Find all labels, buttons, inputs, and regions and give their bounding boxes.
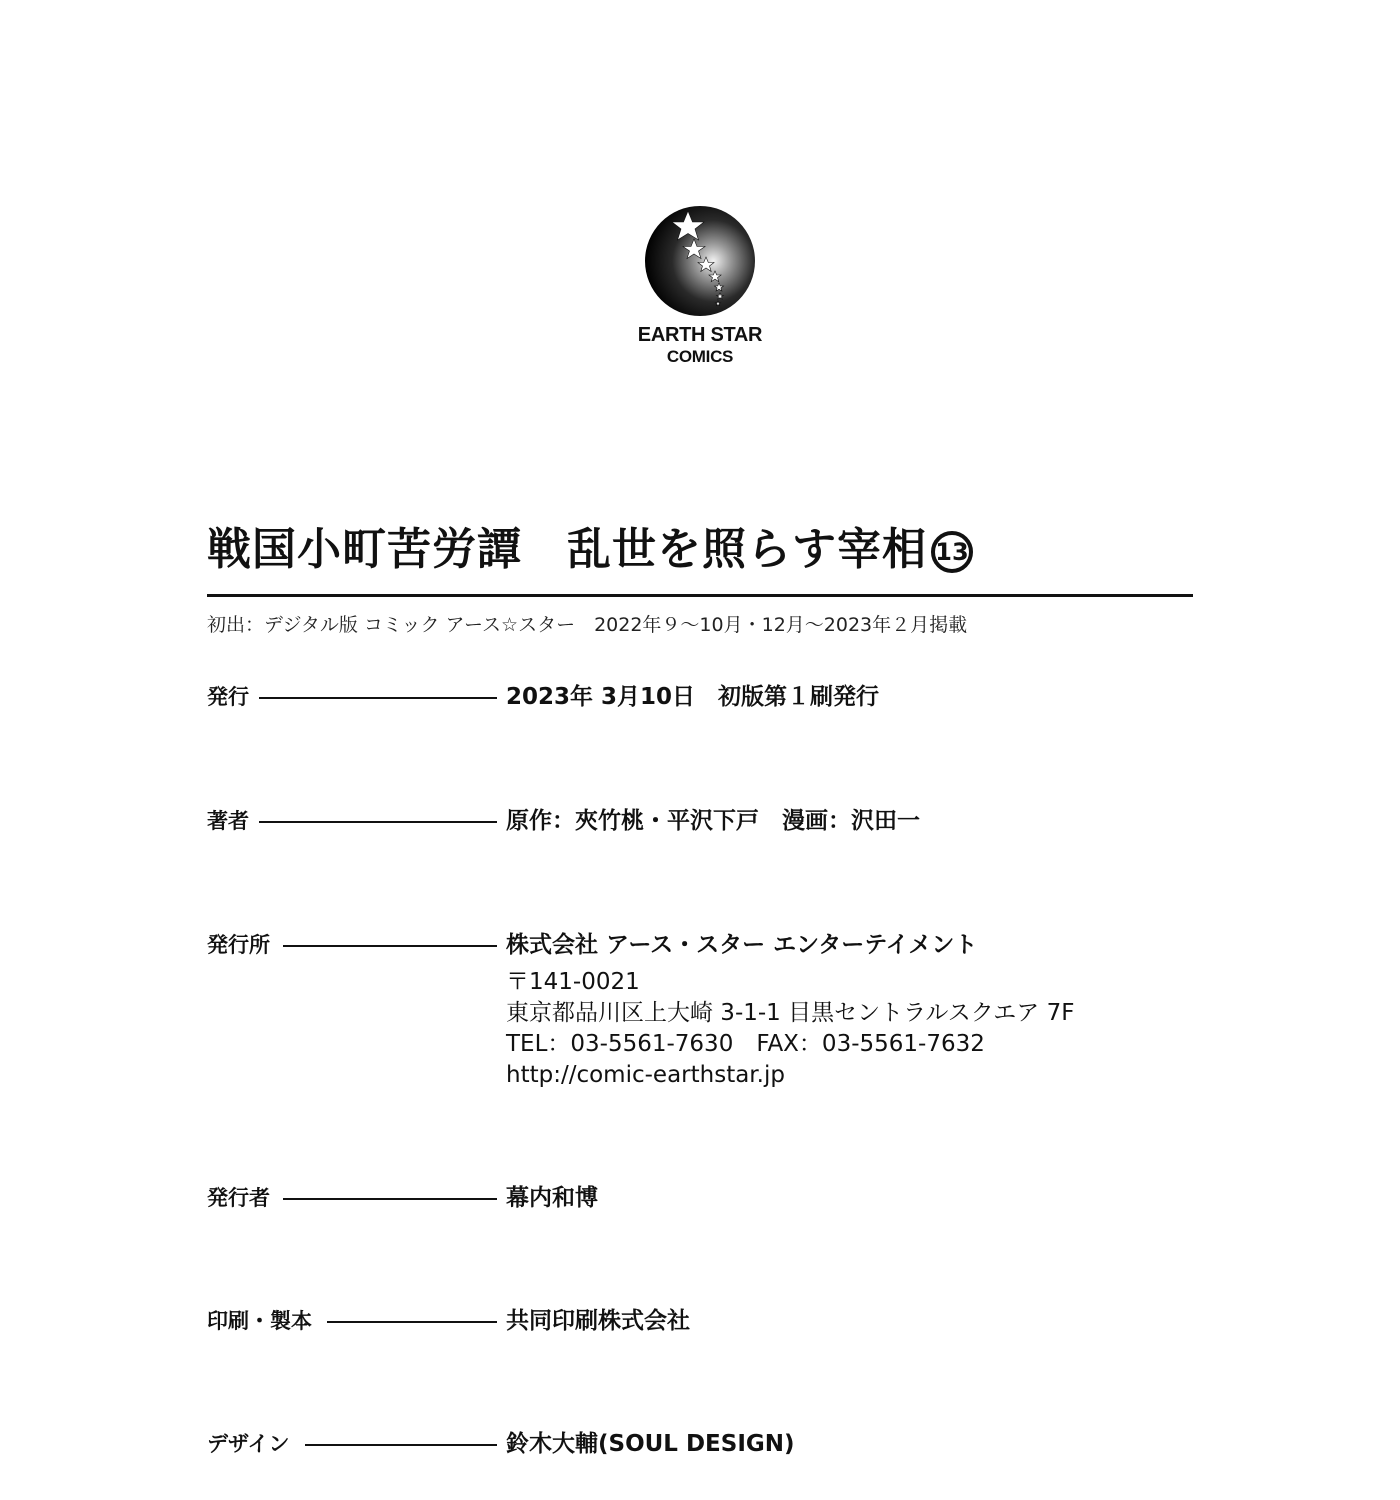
logo-brand-line1: EARTH STAR <box>637 324 763 346</box>
leader-line <box>283 945 497 947</box>
title-underline <box>207 594 1193 597</box>
colophon-label: 発行 <box>207 685 249 709</box>
printer-name: 共同印刷株式会社 <box>506 1308 690 1334</box>
first-publication-note: 初出：デジタル版 コミック アース☆スター 2022年９～10月・12月～2023年２月掲載 <box>207 614 968 636</box>
colophon-row-authors <box>207 806 1207 836</box>
leader-line <box>283 1198 497 1200</box>
publisher-address: 東京都品川区上大崎 3-1-1 目黒セントラルスクエア 7F <box>506 1000 1075 1026</box>
leader-line <box>259 697 497 699</box>
book-title <box>207 524 973 575</box>
publisher-url: http://comic-earthstar.jp <box>506 1062 785 1088</box>
logo-brand-line2: COMICS <box>666 347 734 366</box>
book-title-text: 戦国小町苦労譚 乱世を照らす宰相 <box>207 524 927 575</box>
volume-number-badge: 13 <box>931 531 973 573</box>
publisher-name: 株式会社 アース・スター エンターテイメント <box>506 932 978 958</box>
colophon-label: 印刷・製本 <box>207 1309 312 1333</box>
colophon-label: 著者 <box>207 809 249 833</box>
colophon-label: 発行者 <box>207 1186 270 1210</box>
issuer-name: 幕内和博 <box>506 1185 598 1211</box>
globe-with-stars-icon <box>643 205 757 317</box>
colophon-row-publisher <box>207 930 1207 1088</box>
colophon-row-design <box>207 1429 1207 1459</box>
colophon-label: 発行所 <box>207 933 270 957</box>
earth-star-comics-logo <box>630 205 770 365</box>
colophon-row-publication <box>207 682 1207 712</box>
colophon-row-issuer <box>207 1183 1207 1213</box>
colophon-row-printing <box>207 1306 1207 1336</box>
publication-date: 2023年 3月10日 初版第１刷発行 <box>506 684 880 710</box>
colophon-label: デザイン <box>207 1432 290 1456</box>
leader-line <box>327 1321 497 1323</box>
publisher-postal-code: 〒141-0021 <box>506 969 640 995</box>
leader-line <box>259 821 497 823</box>
designer-name: 鈴木大輔(SOUL DESIGN) <box>506 1431 795 1457</box>
leader-line <box>305 1444 497 1446</box>
authors-value: 原作：夾竹桃・平沢下戸 漫画：沢田一 <box>506 808 920 834</box>
publisher-phone-fax: TEL：03-5561-7630 FAX：03-5561-7632 <box>506 1031 985 1057</box>
